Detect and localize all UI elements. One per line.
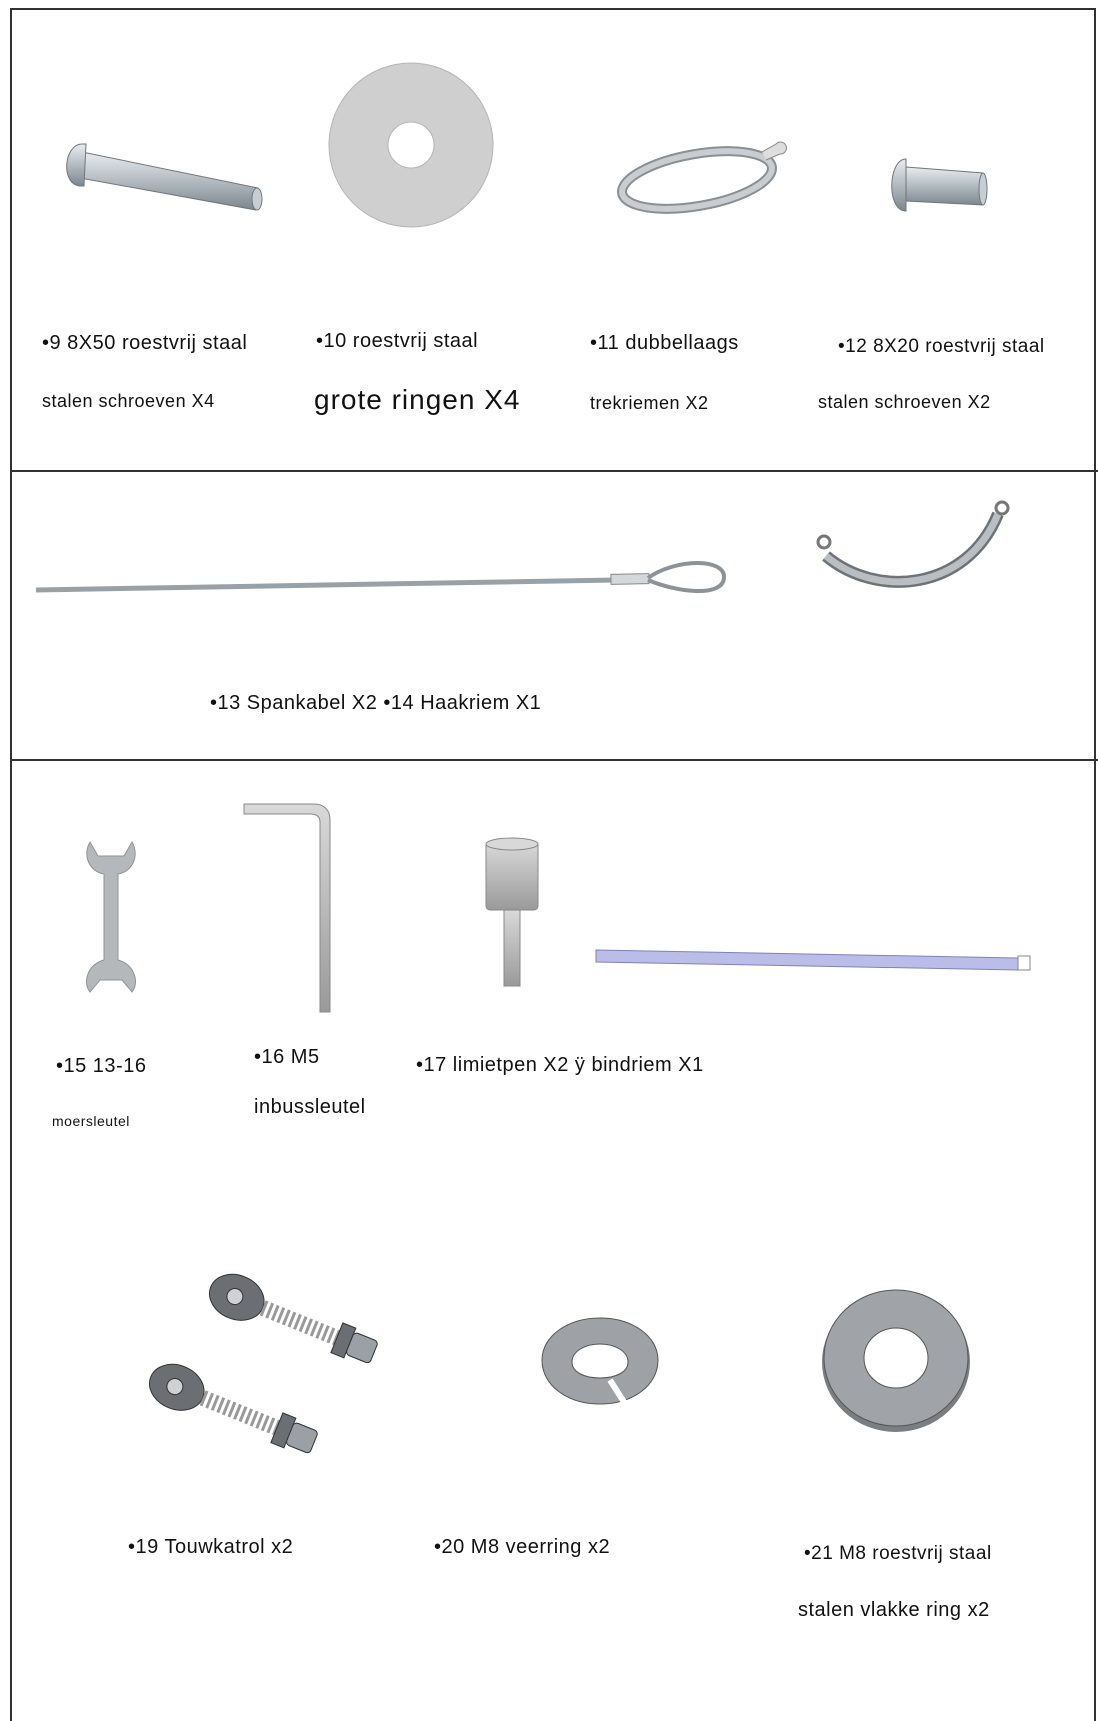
part-11-desc: trekriemen X2 [590, 393, 709, 413]
part-21-label: •21 M8 roestvrij staal [804, 1543, 992, 1564]
section-divider [12, 759, 1098, 761]
pull-strap-icon [612, 140, 792, 220]
limit-pin-icon [482, 836, 542, 988]
part-17-label: •17 limietpen X2 ÿ bindriem X1 [416, 1054, 704, 1076]
tension-cable-icon [36, 552, 736, 602]
part-15-desc: moersleutel [52, 1113, 130, 1129]
part-19-label: •19 Touwkatrol x2 [128, 1536, 294, 1558]
hook-strap-icon [816, 502, 1016, 602]
part-21-desc: stalen vlakke ring x2 [798, 1599, 990, 1621]
part-16-desc: inbussleutel [254, 1096, 366, 1118]
rope-pulley-icon [110, 1254, 410, 1474]
part-11-label: •11 dubbellaags [590, 332, 739, 354]
part-16-label: •16 M5 [254, 1046, 320, 1068]
part-9-label: •9 8X50 roestvrij staal [42, 332, 248, 354]
large-washer-icon [328, 62, 494, 228]
parts-13-14-caption: •13 Spankabel X2 •14 Haakriem X1 [210, 692, 542, 714]
short-bolt-icon [888, 155, 988, 215]
part-20-label: •20 M8 veerring x2 [434, 1536, 611, 1558]
cable-tie-icon [594, 946, 1034, 974]
spring-washer-icon [540, 1316, 660, 1406]
part-10-desc: grote ringen X4 [314, 384, 521, 415]
part-12-label: •12 8X20 roestvrij staal [838, 336, 1045, 357]
section-divider [12, 470, 1098, 472]
part-15-label: •15 13-16 [56, 1055, 147, 1077]
pin-bolt-icon [60, 140, 260, 220]
part-10-label: •10 roestvrij staal [316, 330, 479, 352]
wrench-icon [82, 842, 142, 992]
part-12-desc: stalen schroeven X2 [818, 392, 991, 412]
flat-washer-icon [820, 1286, 972, 1432]
hex-key-icon [244, 800, 334, 1015]
part-9-desc: stalen schroeven X4 [42, 391, 215, 411]
